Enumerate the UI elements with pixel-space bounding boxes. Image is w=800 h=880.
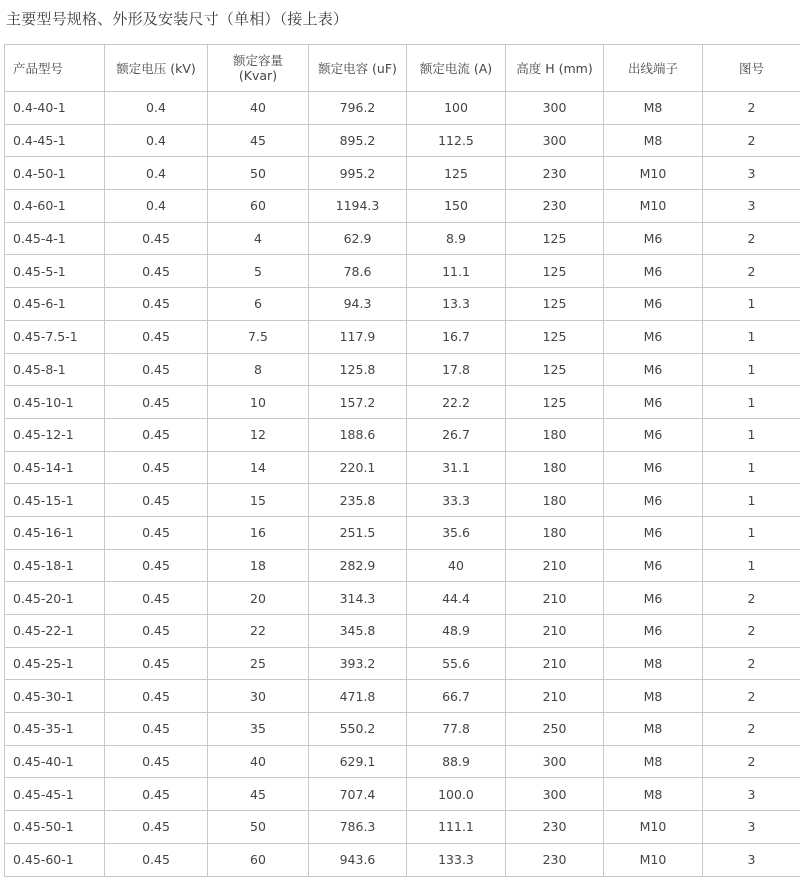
header-text: 额定电流 (A) <box>419 60 493 76</box>
cell-rated-current: 48.9 <box>407 615 506 648</box>
header-rated-voltage <box>105 45 208 92</box>
cell-model: 0.45-22-1 <box>5 615 105 648</box>
cell-rated-capacity: 6 <box>208 288 309 321</box>
cell-rated-capacitance: 62.9 <box>309 222 407 255</box>
cell-rated-capacitance: 550.2 <box>309 713 407 746</box>
header-text: 额定电容 (uF) <box>318 60 397 76</box>
cell-rated-current: 55.6 <box>407 647 506 680</box>
cell-rated-capacity: 20 <box>208 582 309 615</box>
cell-figure-no: 1 <box>703 353 800 386</box>
cell-figure-no: 2 <box>703 713 800 746</box>
cell-model: 0.45-20-1 <box>5 582 105 615</box>
cell-rated-capacity: 22 <box>208 615 309 648</box>
cell-rated-capacity: 40 <box>208 745 309 778</box>
cell-rated-voltage: 0.45 <box>105 255 208 288</box>
cell-rated-capacitance: 251.5 <box>309 516 407 549</box>
table-header-row <box>5 45 800 92</box>
cell-rated-voltage: 0.45 <box>105 451 208 484</box>
cell-model: 0.45-18-1 <box>5 549 105 582</box>
cell-rated-voltage: 0.4 <box>105 190 208 223</box>
cell-rated-capacitance: 125.8 <box>309 353 407 386</box>
cell-rated-capacitance: 707.4 <box>309 778 407 811</box>
cell-rated-voltage: 0.45 <box>105 778 208 811</box>
table-row <box>5 451 800 484</box>
table-row <box>5 353 800 386</box>
header-rated-capacity <box>208 45 309 92</box>
cell-rated-capacity: 40 <box>208 92 309 125</box>
cell-model: 0.45-60-1 <box>5 843 105 876</box>
cell-height: 180 <box>506 516 604 549</box>
table-row <box>5 320 800 353</box>
cell-rated-capacity: 45 <box>208 778 309 811</box>
cell-model: 0.45-10-1 <box>5 386 105 419</box>
cell-figure-no: 3 <box>703 811 800 844</box>
cell-rated-voltage: 0.45 <box>105 582 208 615</box>
cell-terminal: M8 <box>604 713 703 746</box>
cell-height: 230 <box>506 157 604 190</box>
table-row <box>5 778 800 811</box>
cell-terminal: M6 <box>604 222 703 255</box>
cell-model: 0.4-40-1 <box>5 92 105 125</box>
cell-rated-current: 88.9 <box>407 745 506 778</box>
cell-rated-capacitance: 943.6 <box>309 843 407 876</box>
cell-rated-capacitance: 629.1 <box>309 745 407 778</box>
cell-model: 0.45-7.5-1 <box>5 320 105 353</box>
cell-rated-capacity: 50 <box>208 811 309 844</box>
cell-figure-no: 3 <box>703 843 800 876</box>
table-row <box>5 288 800 321</box>
header-rated-capacitance <box>309 45 407 92</box>
table-row <box>5 811 800 844</box>
cell-rated-voltage: 0.45 <box>105 549 208 582</box>
cell-rated-capacitance: 117.9 <box>309 320 407 353</box>
cell-rated-voltage: 0.45 <box>105 288 208 321</box>
cell-rated-capacity: 16 <box>208 516 309 549</box>
cell-rated-voltage: 0.45 <box>105 484 208 517</box>
cell-terminal: M8 <box>604 124 703 157</box>
cell-rated-voltage: 0.45 <box>105 843 208 876</box>
cell-figure-no: 2 <box>703 615 800 648</box>
cell-rated-current: 13.3 <box>407 288 506 321</box>
cell-rated-capacity: 25 <box>208 647 309 680</box>
cell-model: 0.45-4-1 <box>5 222 105 255</box>
cell-figure-no: 2 <box>703 255 800 288</box>
cell-terminal: M8 <box>604 680 703 713</box>
cell-rated-capacitance: 393.2 <box>309 647 407 680</box>
cell-height: 230 <box>506 843 604 876</box>
cell-rated-current: 35.6 <box>407 516 506 549</box>
cell-figure-no: 2 <box>703 647 800 680</box>
cell-terminal: M8 <box>604 745 703 778</box>
cell-terminal: M6 <box>604 255 703 288</box>
cell-terminal: M10 <box>604 190 703 223</box>
cell-rated-voltage: 0.4 <box>105 124 208 157</box>
cell-rated-capacitance: 471.8 <box>309 680 407 713</box>
table-row <box>5 418 800 451</box>
cell-figure-no: 2 <box>703 582 800 615</box>
cell-terminal: M6 <box>604 615 703 648</box>
cell-height: 250 <box>506 713 604 746</box>
cell-model: 0.45-25-1 <box>5 647 105 680</box>
cell-rated-capacity: 14 <box>208 451 309 484</box>
cell-figure-no: 2 <box>703 745 800 778</box>
cell-figure-no: 2 <box>703 222 800 255</box>
cell-rated-capacitance: 94.3 <box>309 288 407 321</box>
cell-height: 125 <box>506 386 604 419</box>
header-height <box>506 45 604 92</box>
table-row <box>5 745 800 778</box>
page-title: 主要型号规格、外形及安装尺寸（单相）（接上表） <box>6 10 349 28</box>
cell-figure-no: 3 <box>703 190 800 223</box>
cell-rated-current: 40 <box>407 549 506 582</box>
cell-figure-no: 2 <box>703 92 800 125</box>
cell-rated-capacity: 8 <box>208 353 309 386</box>
cell-rated-voltage: 0.45 <box>105 713 208 746</box>
cell-figure-no: 2 <box>703 124 800 157</box>
header-text: (Kvar) <box>238 68 278 83</box>
header-text: 产品型号 <box>13 60 64 76</box>
cell-rated-voltage: 0.4 <box>105 92 208 125</box>
cell-rated-voltage: 0.45 <box>105 353 208 386</box>
cell-height: 125 <box>506 255 604 288</box>
table-row <box>5 157 800 190</box>
cell-rated-current: 17.8 <box>407 353 506 386</box>
header-text: 额定电压 (kV) <box>116 60 196 76</box>
cell-rated-voltage: 0.45 <box>105 615 208 648</box>
cell-rated-capacitance: 995.2 <box>309 157 407 190</box>
cell-terminal: M6 <box>604 418 703 451</box>
cell-model: 0.45-35-1 <box>5 713 105 746</box>
table-body <box>5 92 800 877</box>
cell-rated-capacitance: 220.1 <box>309 451 407 484</box>
cell-rated-current: 8.9 <box>407 222 506 255</box>
table-row <box>5 582 800 615</box>
cell-terminal: M6 <box>604 582 703 615</box>
cell-figure-no: 1 <box>703 451 800 484</box>
header-text: 图号 <box>738 60 764 76</box>
cell-model: 0.45-14-1 <box>5 451 105 484</box>
table-row <box>5 647 800 680</box>
cell-rated-current: 66.7 <box>407 680 506 713</box>
cell-height: 300 <box>506 745 604 778</box>
table-row <box>5 713 800 746</box>
cell-rated-capacitance: 78.6 <box>309 255 407 288</box>
cell-rated-capacitance: 235.8 <box>309 484 407 517</box>
cell-height: 300 <box>506 124 604 157</box>
cell-rated-current: 11.1 <box>407 255 506 288</box>
cell-rated-voltage: 0.45 <box>105 386 208 419</box>
cell-model: 0.45-12-1 <box>5 418 105 451</box>
cell-rated-voltage: 0.45 <box>105 516 208 549</box>
header-text: 高度 H (mm) <box>516 60 593 76</box>
table-row <box>5 549 800 582</box>
cell-height: 210 <box>506 647 604 680</box>
cell-rated-capacity: 35 <box>208 713 309 746</box>
cell-rated-capacity: 60 <box>208 190 309 223</box>
cell-figure-no: 2 <box>703 680 800 713</box>
cell-rated-capacitance: 157.2 <box>309 386 407 419</box>
cell-rated-current: 44.4 <box>407 582 506 615</box>
cell-height: 300 <box>506 778 604 811</box>
table-row <box>5 615 800 648</box>
cell-model: 0.45-16-1 <box>5 516 105 549</box>
cell-height: 125 <box>506 288 604 321</box>
table-row <box>5 484 800 517</box>
cell-rated-current: 26.7 <box>407 418 506 451</box>
cell-rated-capacitance: 345.8 <box>309 615 407 648</box>
cell-height: 125 <box>506 222 604 255</box>
cell-rated-capacitance: 1194.3 <box>309 190 407 223</box>
cell-rated-voltage: 0.45 <box>105 320 208 353</box>
cell-model: 0.45-6-1 <box>5 288 105 321</box>
header-terminal <box>604 45 703 92</box>
cell-terminal: M6 <box>604 353 703 386</box>
cell-model: 0.4-50-1 <box>5 157 105 190</box>
cell-rated-capacitance: 282.9 <box>309 549 407 582</box>
cell-height: 180 <box>506 484 604 517</box>
cell-height: 210 <box>506 549 604 582</box>
cell-rated-current: 111.1 <box>407 811 506 844</box>
header-text: 出线端子 <box>627 60 678 76</box>
cell-figure-no: 1 <box>703 418 800 451</box>
cell-rated-current: 16.7 <box>407 320 506 353</box>
cell-terminal: M8 <box>604 778 703 811</box>
cell-figure-no: 1 <box>703 549 800 582</box>
cell-model: 0.45-30-1 <box>5 680 105 713</box>
cell-height: 180 <box>506 418 604 451</box>
cell-rated-current: 125 <box>407 157 506 190</box>
cell-rated-capacity: 12 <box>208 418 309 451</box>
table-row <box>5 124 800 157</box>
cell-height: 210 <box>506 615 604 648</box>
spec-table <box>4 44 800 877</box>
cell-model: 0.45-50-1 <box>5 811 105 844</box>
table-row <box>5 680 800 713</box>
table-row <box>5 92 800 125</box>
cell-terminal: M6 <box>604 451 703 484</box>
cell-model: 0.45-8-1 <box>5 353 105 386</box>
cell-rated-current: 33.3 <box>407 484 506 517</box>
cell-rated-capacity: 15 <box>208 484 309 517</box>
table-row <box>5 190 800 223</box>
cell-terminal: M8 <box>604 647 703 680</box>
header-text: 额定容量 <box>232 53 283 68</box>
cell-rated-capacitance: 786.3 <box>309 811 407 844</box>
cell-rated-voltage: 0.45 <box>105 418 208 451</box>
header-rated-current <box>407 45 506 92</box>
cell-rated-voltage: 0.45 <box>105 680 208 713</box>
cell-rated-current: 112.5 <box>407 124 506 157</box>
cell-rated-capacitance: 796.2 <box>309 92 407 125</box>
cell-rated-voltage: 0.4 <box>105 157 208 190</box>
cell-rated-current: 150 <box>407 190 506 223</box>
cell-terminal: M10 <box>604 157 703 190</box>
cell-figure-no: 1 <box>703 386 800 419</box>
cell-rated-capacity: 30 <box>208 680 309 713</box>
cell-terminal: M10 <box>604 843 703 876</box>
table-row <box>5 516 800 549</box>
cell-rated-capacity: 45 <box>208 124 309 157</box>
cell-rated-current: 77.8 <box>407 713 506 746</box>
cell-rated-voltage: 0.45 <box>105 222 208 255</box>
cell-height: 300 <box>506 92 604 125</box>
cell-rated-current: 22.2 <box>407 386 506 419</box>
cell-terminal: M10 <box>604 811 703 844</box>
cell-model: 0.45-5-1 <box>5 255 105 288</box>
cell-rated-capacity: 18 <box>208 549 309 582</box>
cell-rated-voltage: 0.45 <box>105 811 208 844</box>
cell-rated-capacity: 4 <box>208 222 309 255</box>
cell-model: 0.4-60-1 <box>5 190 105 223</box>
cell-terminal: M6 <box>604 288 703 321</box>
table-row <box>5 843 800 876</box>
cell-rated-capacitance: 314.3 <box>309 582 407 615</box>
cell-rated-capacity: 50 <box>208 157 309 190</box>
cell-rated-capacitance: 188.6 <box>309 418 407 451</box>
cell-height: 125 <box>506 320 604 353</box>
cell-figure-no: 3 <box>703 778 800 811</box>
cell-terminal: M6 <box>604 549 703 582</box>
table-row <box>5 255 800 288</box>
cell-rated-current: 133.3 <box>407 843 506 876</box>
cell-terminal: M6 <box>604 484 703 517</box>
cell-height: 230 <box>506 811 604 844</box>
cell-rated-capacitance: 895.2 <box>309 124 407 157</box>
cell-height: 210 <box>506 680 604 713</box>
cell-height: 180 <box>506 451 604 484</box>
table-row <box>5 386 800 419</box>
cell-figure-no: 3 <box>703 157 800 190</box>
cell-height: 230 <box>506 190 604 223</box>
cell-height: 125 <box>506 353 604 386</box>
cell-model: 0.4-45-1 <box>5 124 105 157</box>
cell-rated-capacity: 7.5 <box>208 320 309 353</box>
cell-figure-no: 1 <box>703 288 800 321</box>
cell-height: 210 <box>506 582 604 615</box>
cell-rated-capacity: 60 <box>208 843 309 876</box>
header-figure-no <box>703 45 800 92</box>
cell-model: 0.45-40-1 <box>5 745 105 778</box>
cell-terminal: M6 <box>604 320 703 353</box>
cell-terminal: M8 <box>604 92 703 125</box>
cell-rated-current: 100 <box>407 92 506 125</box>
cell-figure-no: 1 <box>703 516 800 549</box>
cell-rated-capacity: 5 <box>208 255 309 288</box>
cell-terminal: M6 <box>604 516 703 549</box>
table-row <box>5 222 800 255</box>
cell-rated-capacity: 10 <box>208 386 309 419</box>
cell-rated-current: 100.0 <box>407 778 506 811</box>
header-model <box>5 45 105 92</box>
cell-model: 0.45-45-1 <box>5 778 105 811</box>
cell-rated-voltage: 0.45 <box>105 647 208 680</box>
cell-model: 0.45-15-1 <box>5 484 105 517</box>
cell-figure-no: 1 <box>703 484 800 517</box>
cell-figure-no: 1 <box>703 320 800 353</box>
cell-terminal: M6 <box>604 386 703 419</box>
cell-rated-current: 31.1 <box>407 451 506 484</box>
cell-rated-voltage: 0.45 <box>105 745 208 778</box>
